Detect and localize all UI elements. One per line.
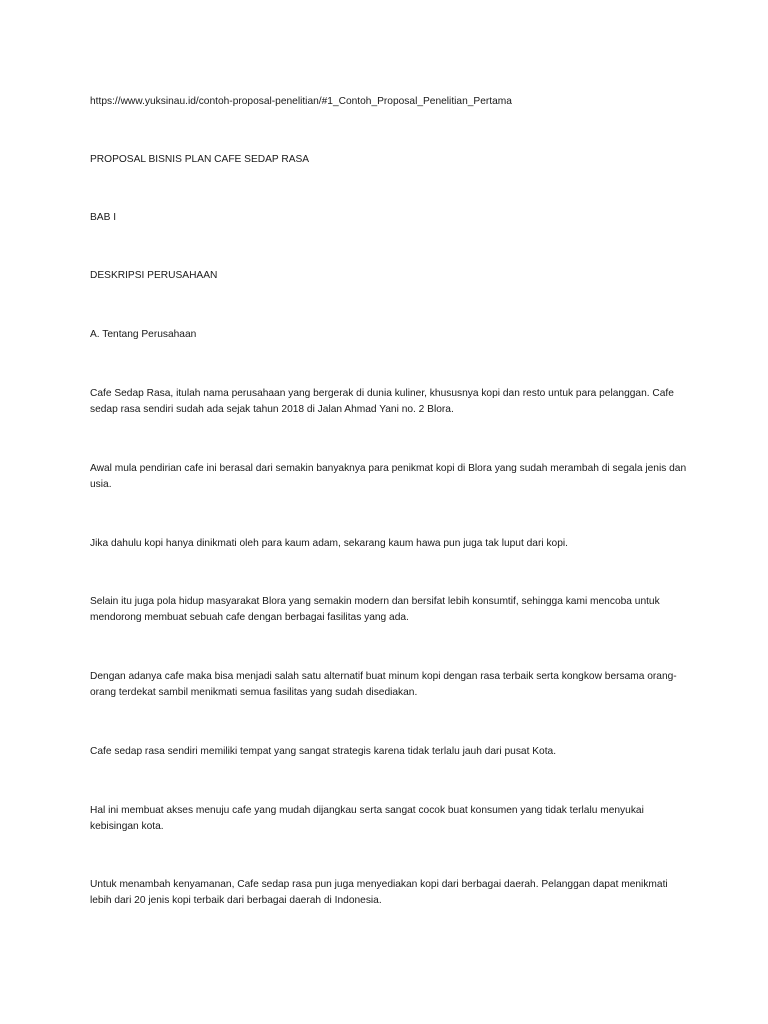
paragraph-6: Cafe sedap rasa sendiri memiliki tempat yang sangat strategis karena tidak terlalu jauh dari pusat Kota. xyxy=(90,746,557,757)
source-url-text: https://www.yuksinau.id/contoh-proposal-penelitian/#1_Contoh_Proposal_Penelitian_Pertama xyxy=(90,96,512,107)
paragraph-4: Selain itu juga pola hidup masyarakat Blora yang semakin modern dan bersifat lebih konsumtif, sehingga kami mencoba untuk mendorong membuat sebuah cafe dengan berbagai fasilitas yang ada. xyxy=(90,596,660,623)
paragraph-5: Dengan adanya cafe maka bisa menjadi salah satu alternatif buat minum kopi dengan rasa terbaik serta kongkow bersama orang-orang terdekat sambil menikmati semua fasilitas yang sudah disediakan. xyxy=(90,671,677,698)
paragraph-7: Hal ini membuat akses menuju cafe yang mudah dijangkau serta sangat cocok buat konsumen yang tidak terlalu menyukai kebisingan kota. xyxy=(90,805,644,832)
chapter-title: DESKRIPSI PERUSAHAAN xyxy=(90,270,218,281)
paragraph-1: Cafe Sedap Rasa, itulah nama perusahaan yang bergerak di dunia kuliner, khususnya kopi dan resto untuk para pelanggan. Cafe sedap rasa sendiri sudah ada sejak tahun 2018 di Jalan Ahmad Yani no. 2 Blora. xyxy=(90,388,674,415)
paragraph-8: Untuk menambah kenyamanan, Cafe sedap rasa pun juga menyediakan kopi dari berbagai daerah. Pelanggan dapat menikmati lebih dari 20 jenis kopi terbaik dari berbagai daerah di Indonesia. xyxy=(90,879,668,906)
paragraph-3: Jika dahulu kopi hanya dinikmati oleh para kaum adam, sekarang kaum hawa pun juga tak luput dari kopi. xyxy=(90,538,568,549)
chapter-heading: BAB I xyxy=(90,212,117,223)
paragraph-2: Awal mula pendirian cafe ini berasal dari semakin banyaknya para penikmat kopi di Blora yang sudah merambah di segala jenis dan usia. xyxy=(90,463,687,490)
document-title: PROPOSAL BISNIS PLAN CAFE SEDAP RASA xyxy=(90,154,310,165)
section-heading-a: A. Tentang Perusahaan xyxy=(90,329,197,340)
